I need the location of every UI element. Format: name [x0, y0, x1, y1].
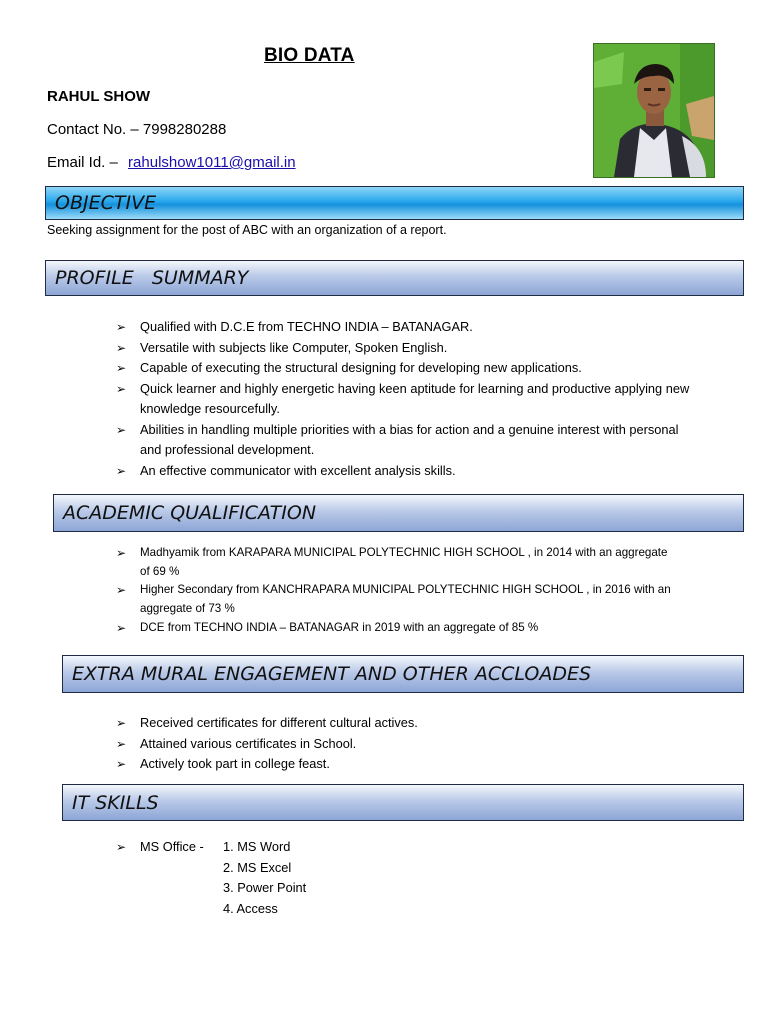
sublist-item: 4. Access [223, 900, 278, 916]
list-item: ➢ DCE from TECHNO INDIA – BATANAGAR in 2019 with an aggregate of 85 % [116, 619, 676, 638]
section-heading: PROFILE SUMMARY [55, 267, 249, 289]
section-header-objective [45, 186, 744, 220]
list-item: ➢ Attained various certificates in School. [116, 734, 691, 755]
section-header-profile-summary [45, 260, 744, 296]
section-header-academic-qualification [53, 494, 744, 532]
section-heading: ACADEMIC QUALIFICATION [63, 502, 317, 524]
ms-office-sublist [223, 837, 306, 919]
contact-label: Contact No. [47, 121, 127, 138]
email-separator: – [109, 154, 118, 171]
arrow-bullet-icon: ➢ [116, 716, 127, 730]
sublist-item: 3. Power Point [223, 880, 307, 895]
arrow-bullet-icon: ➢ [116, 361, 127, 375]
email-line [47, 154, 296, 171]
list-item: ➢ Actively took part in college feast. [116, 754, 691, 775]
section-heading: EXTRA MURAL ENGAGEMENT AND OTHER ACCLOADES [72, 663, 592, 685]
list-item: ➢ Capable of executing the structural designing for developing new applications. [116, 358, 691, 379]
arrow-bullet-icon: ➢ [116, 546, 127, 560]
list-item: ➢ Received certificates for different cultural actives. [116, 713, 691, 734]
list-item: ➢ Higher Secondary from KANCHRAPARA MUNICIPAL POLYTECHNIC HIGH SCHOOL , in 2016 with an aggregate of 73 % [116, 583, 671, 616]
arrow-bullet-icon: ➢ [116, 422, 127, 437]
arrow-bullet-icon: ➢ [116, 840, 127, 854]
candidate-name: RAHUL SHOW [47, 88, 151, 105]
section-header-extra-mural [62, 655, 744, 693]
extra-mural-list [116, 713, 691, 775]
section-heading: OBJECTIVE [55, 192, 157, 214]
academic-list [116, 544, 676, 638]
contact-separator: – [130, 121, 139, 138]
arrow-bullet-icon: ➢ [116, 757, 127, 771]
contact-value: 7998280288 [142, 121, 227, 138]
list-item: ➢ Madhyamik from KARAPARA MUNICIPAL POLYTECHNIC HIGH SCHOOL , in 2014 with an aggregate of 69 % [116, 546, 668, 578]
email-link[interactable]: rahulshow1011@gmail.in [128, 154, 296, 171]
list-item: ➢ Abilities in handling multiple priorities with a bias for action and a genuine interest with personal and professional development. [116, 421, 679, 457]
document-title: BIO DATA [264, 45, 355, 66]
portrait-image [594, 44, 714, 177]
sublist-item: 1. MS Word [223, 839, 291, 854]
section-heading: IT SKILLS [72, 791, 159, 814]
arrow-bullet-icon: ➢ [116, 381, 127, 396]
section-header-it-skills [62, 784, 744, 821]
list-item: ➢ Quick learner and highly energetic having keen aptitude for learning and productive applying new knowledge resourcefully. [116, 380, 690, 416]
list-item: ➢ Versatile with subjects like Computer, Spoken English. [116, 338, 691, 359]
list-item: ➢ Qualified with D.C.E from TECHNO INDIA – BATANAGAR. [116, 317, 691, 338]
arrow-bullet-icon: ➢ [116, 340, 127, 355]
it-skills-label: MS Office - [140, 839, 204, 854]
profile-photo [593, 43, 715, 178]
arrow-bullet-icon: ➢ [116, 583, 127, 598]
arrow-bullet-icon: ➢ [116, 463, 127, 478]
profile-summary-list [116, 317, 691, 481]
objective-text: Seeking assignment for the post of ABC with an organization of a report. [47, 223, 447, 237]
arrow-bullet-icon: ➢ [116, 736, 127, 751]
list-item: ➢ An effective communicator with excellent analysis skills. [116, 461, 691, 482]
arrow-bullet-icon: ➢ [116, 620, 127, 635]
arrow-bullet-icon: ➢ [116, 320, 127, 334]
email-label: Email Id. [47, 154, 106, 171]
sublist-item: 2. MS Excel [223, 859, 292, 875]
contact-line [47, 121, 226, 138]
